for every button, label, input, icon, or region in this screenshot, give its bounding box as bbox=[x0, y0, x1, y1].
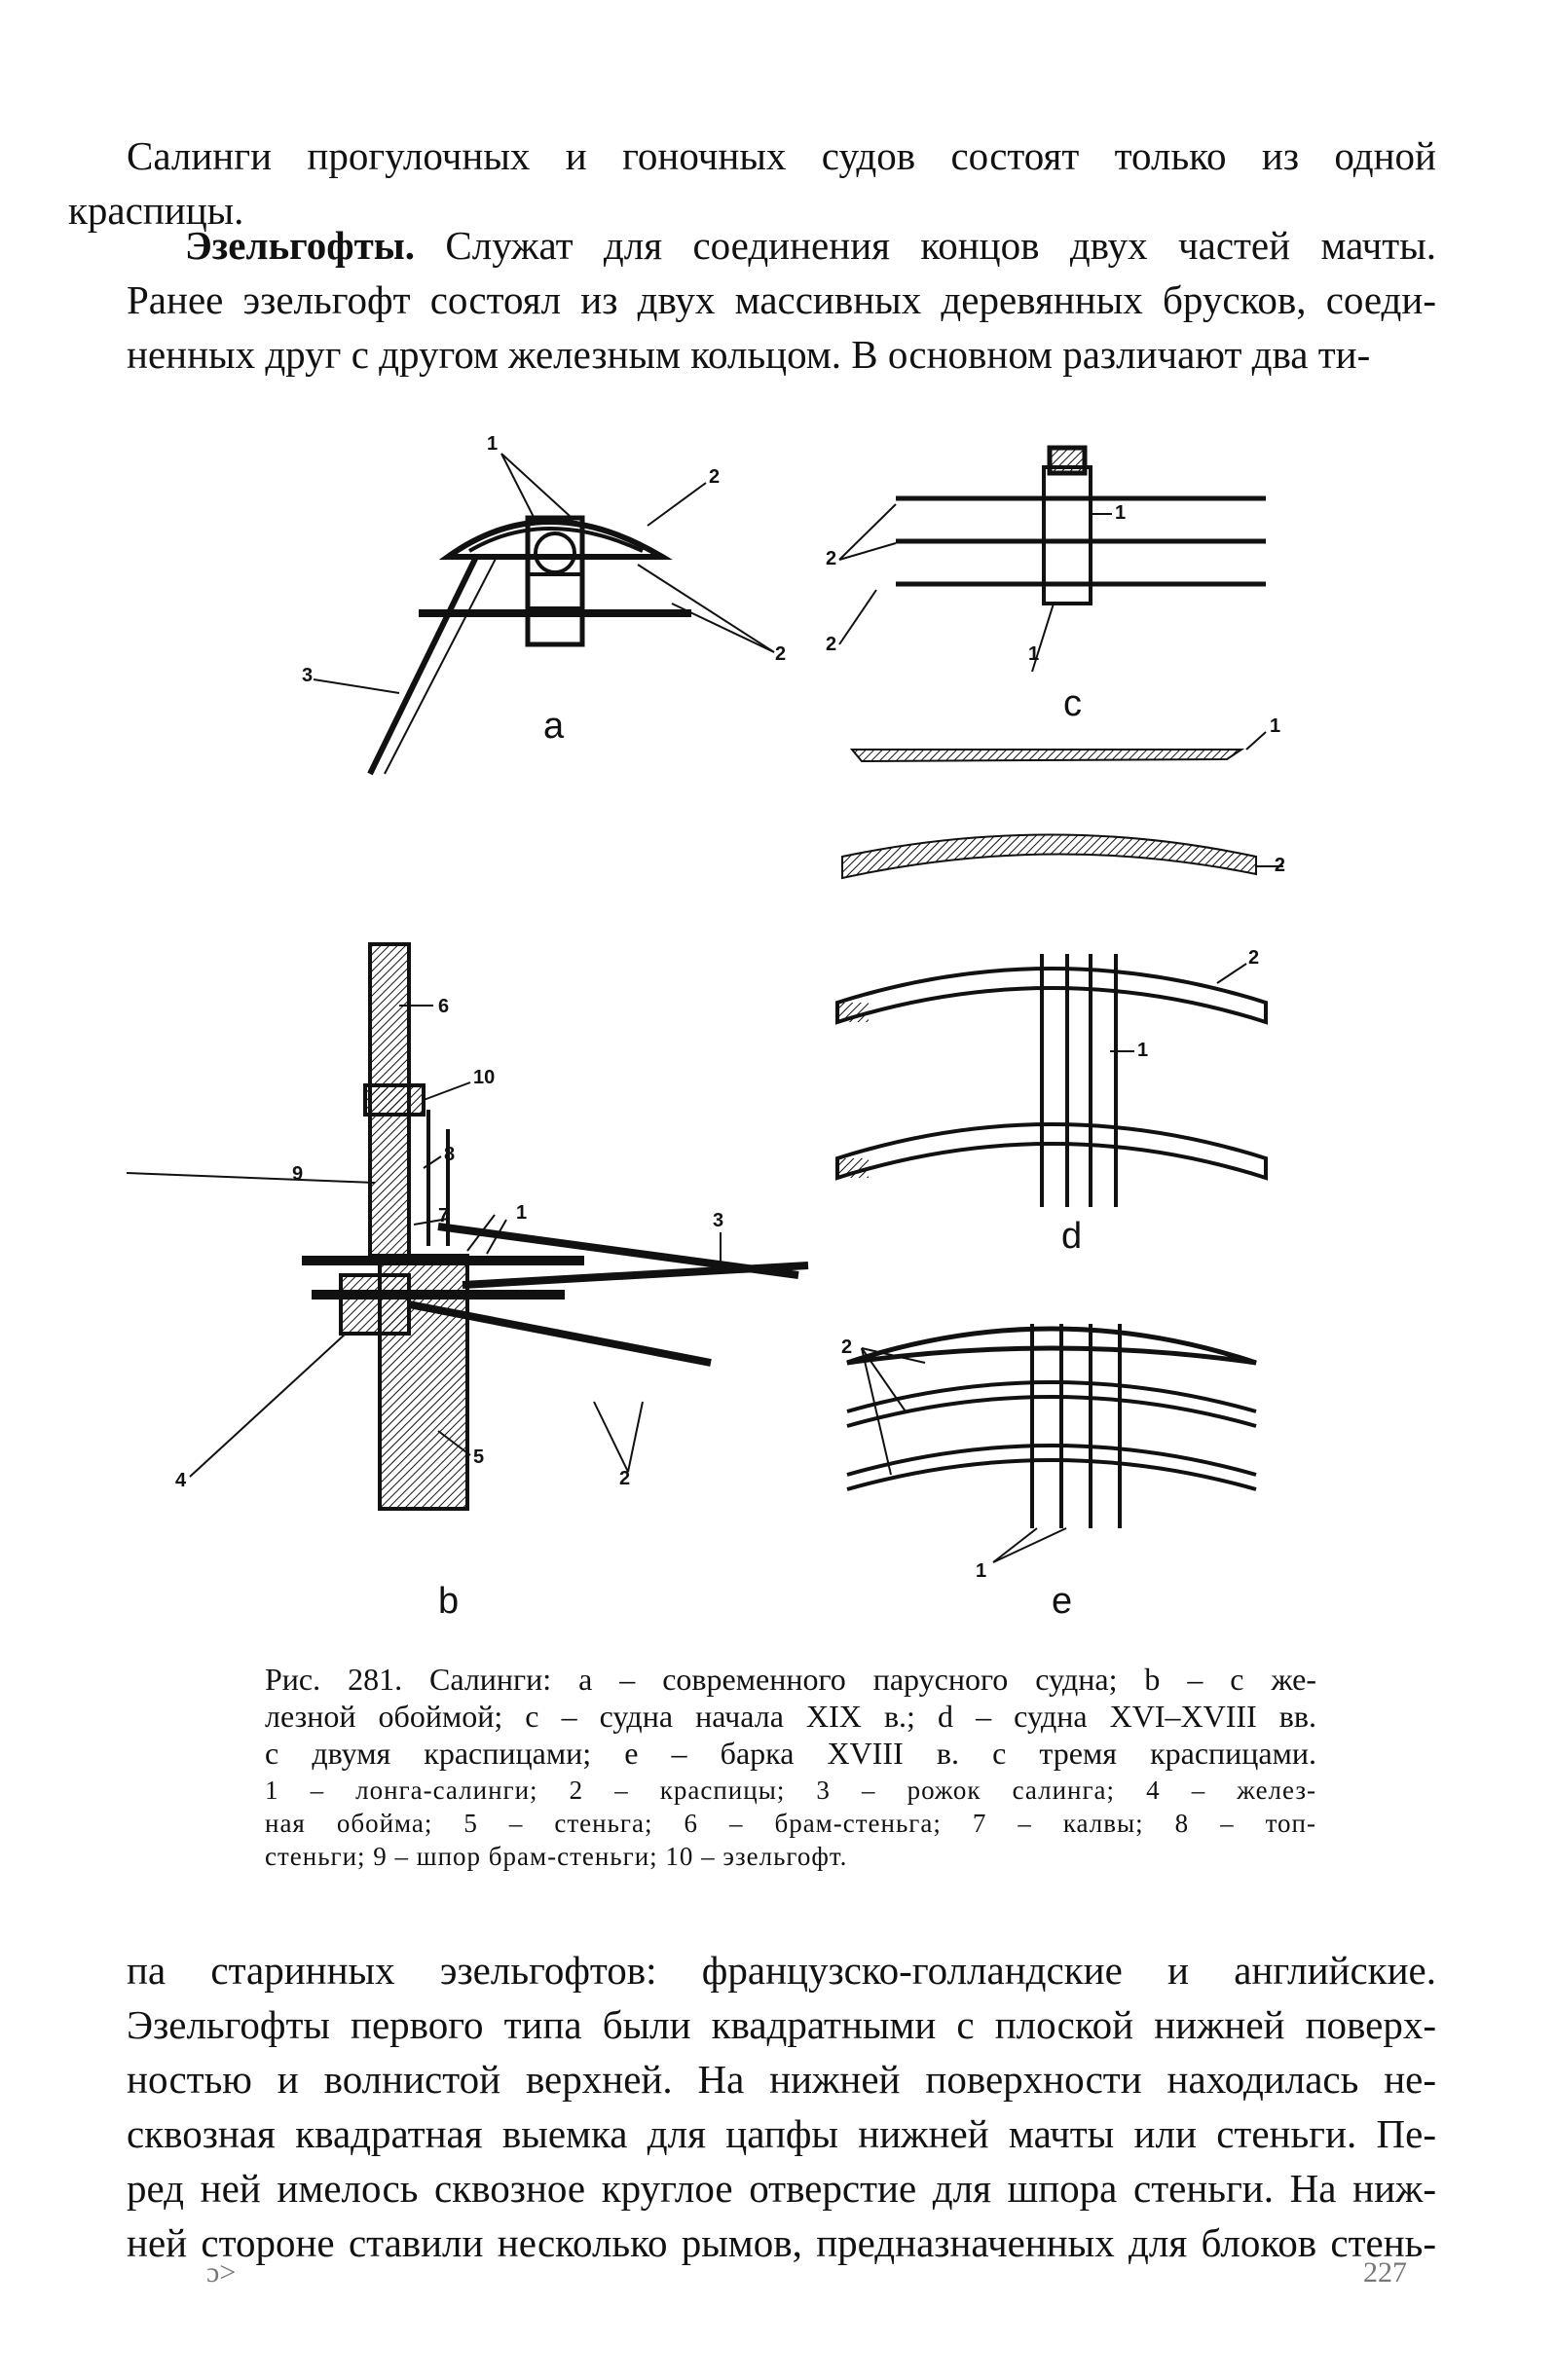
text-line: ненных друг с другом железным кольцом. В основном различают два ти- bbox=[127, 332, 1371, 377]
part-number: 1 bbox=[1028, 643, 1040, 665]
caption-line: лезной обоймой; с – судна начала XIX в.; d – судна XVI–XVIII вв. bbox=[265, 1699, 1316, 1734]
panel-c-leaders bbox=[839, 504, 1112, 672]
page-number: 227 bbox=[1363, 2256, 1407, 2288]
part-number: 1 bbox=[487, 433, 499, 455]
figure-caption bbox=[265, 1661, 1316, 1772]
text-line: Эзельгофты первого типа были квадратными с плоской нижней поверх- bbox=[127, 2002, 1436, 2047]
legend-line: 1 – лонга-салинги; 2 – краспицы; 3 – рожок салинга; 4 – желез- bbox=[265, 1776, 1316, 1805]
part-number: 6 bbox=[438, 996, 450, 1017]
part-number: 1 bbox=[976, 1560, 987, 1582]
part-number: 4 bbox=[175, 1470, 187, 1491]
part-number: 9 bbox=[292, 1163, 304, 1185]
panel-label-b: b bbox=[438, 1581, 460, 1622]
panel-e-drawing bbox=[847, 1324, 1256, 1528]
panel-d-leaders bbox=[1110, 964, 1246, 1051]
legend-line: ная обойма; 5 – стеньга; 6 – брам-стеньга; 7 – калвы; 8 – топ- bbox=[265, 1809, 1316, 1838]
part-number: 8 bbox=[444, 1144, 456, 1165]
part-number: 5 bbox=[473, 1446, 485, 1468]
figure-281 bbox=[175, 428, 1285, 1635]
caption-line: Рис. 281. Салинги: а – современного парусного судна; b – с же- bbox=[265, 1662, 1316, 1697]
part-number: 2 bbox=[1274, 855, 1285, 876]
scan-mark: ɔ˃ bbox=[206, 2256, 237, 2288]
panel-d-drawing bbox=[837, 954, 1266, 1207]
panel-e-leaders bbox=[862, 1348, 1066, 1562]
panel-c-drawing bbox=[896, 448, 1266, 604]
part-number: 2 bbox=[775, 643, 787, 665]
text-line: ностью и волнистой верхней. На нижней поверхности находилась не- bbox=[127, 2057, 1436, 2102]
caption-line: с двумя краспицами; е – барка XVIII в. с тремя краспицами. bbox=[265, 1736, 1316, 1771]
part-number: 1 bbox=[1115, 502, 1127, 524]
panel-label-e: e bbox=[1052, 1581, 1073, 1622]
part-number: 2 bbox=[826, 634, 837, 655]
panel-a-drawing bbox=[370, 518, 691, 774]
figure-legend bbox=[265, 1774, 1316, 1873]
panel-label-c: c bbox=[1063, 683, 1082, 724]
text-line: Салинги прогулочных и гоночных судов состоят только из одной bbox=[127, 133, 1436, 178]
text-line: краспицы. bbox=[68, 188, 244, 233]
paragraph-continuation bbox=[127, 1943, 1436, 2270]
part-number: 1 bbox=[1137, 1040, 1149, 1061]
part-number: 2 bbox=[1248, 947, 1260, 969]
part-number: 10 bbox=[473, 1067, 496, 1088]
legend-line: стеньги; 9 – шпор брам-стеньги; 10 – эзельгофт. bbox=[265, 1842, 848, 1871]
part-number: 3 bbox=[302, 665, 314, 686]
part-number: 2 bbox=[619, 1468, 631, 1489]
krespica-side-views bbox=[842, 732, 1283, 878]
panel-b-drawing bbox=[302, 944, 808, 1509]
text-line bbox=[127, 218, 1436, 273]
part-number: 2 bbox=[826, 548, 837, 569]
part-number: 2 bbox=[841, 1336, 853, 1358]
part-number: 3 bbox=[713, 1210, 724, 1231]
text-line: Ранее эзельгофт состоял из двух массивных деревянных брусков, соеди- bbox=[127, 277, 1436, 322]
term-heading: Эзельгофты. bbox=[185, 223, 416, 268]
panel-label-a: a bbox=[543, 706, 565, 747]
text-line: сквозная квадратная выемка для цапфы нижней мачты или стеньги. Пе- bbox=[127, 2111, 1436, 2156]
text-line: ней стороне ставили несколько рымов, предназначенных для блоков стень- bbox=[127, 2220, 1436, 2265]
panel-label-d: d bbox=[1061, 1216, 1083, 1257]
text-fragment: Служат для соединения концов двух частей мачты. bbox=[415, 223, 1436, 268]
part-number: 1 bbox=[516, 1202, 528, 1224]
part-number: 7 bbox=[438, 1205, 450, 1227]
paragraph-ezelgofty bbox=[127, 218, 1436, 382]
part-number: 1 bbox=[1270, 715, 1281, 737]
text-line: ред ней имелось сквозное круглое отверстие для шпора стеньги. На ниж- bbox=[127, 2166, 1436, 2211]
part-number: 2 bbox=[709, 466, 721, 488]
text-line: па старинных эзельгофтов: французско-голландские и английские. bbox=[127, 1948, 1436, 1993]
